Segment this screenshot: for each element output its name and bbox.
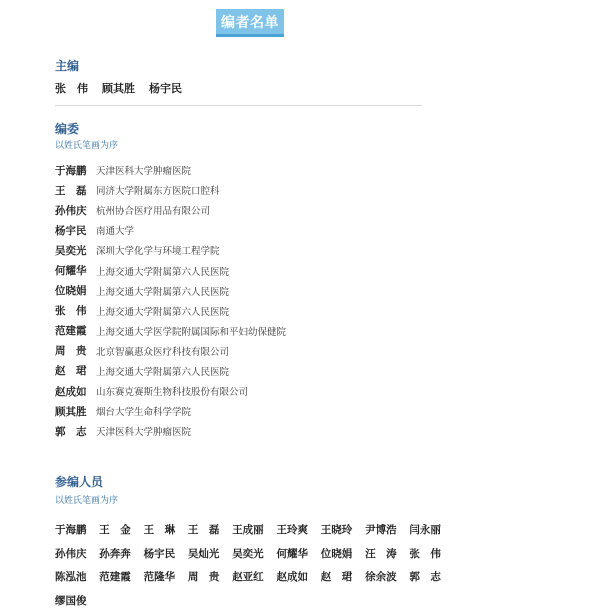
editor-name: 何耀华 — [55, 265, 87, 278]
editor-row — [55, 180, 286, 200]
editor-affiliation: 天津医科大学肿瘤医院 — [96, 166, 192, 178]
contributor-name: 吴灿光 — [187, 547, 220, 560]
editor-name: 赵 珺 — [55, 365, 87, 378]
editor-affiliation: 上海交通大学附属第六人民医院 — [96, 366, 230, 378]
chief-editor-name: 顾其胜 — [102, 82, 135, 95]
editor-row — [55, 160, 286, 180]
contributor-name: 赵成如 — [276, 571, 308, 583]
contributor-name: 吴奕光 — [232, 547, 264, 560]
editor-affiliation: 上海交通大学医学院附属国际和平妇幼保健院 — [96, 326, 287, 338]
contributor-name: 孙奔奔 — [99, 547, 131, 560]
editor-row — [55, 401, 286, 421]
editor-row — [55, 240, 286, 260]
chief-editors-list — [55, 80, 182, 96]
contributor-name: 陈泓池 — [55, 571, 87, 583]
contributor-name: 赵 珺 — [320, 571, 353, 583]
contributor-name: 郭 志 — [409, 571, 441, 583]
contributor-name: 张 伟 — [409, 547, 441, 560]
contributor-name: 王玲爽 — [276, 524, 308, 536]
contributor-name: 王 琳 — [143, 524, 176, 536]
page-title-badge — [216, 9, 284, 37]
contributor-name: 尹博浩 — [365, 524, 397, 536]
chief-editors-heading: 主编 — [55, 59, 80, 73]
contributor-name: 王晓玲 — [320, 524, 353, 536]
editor-row — [55, 361, 286, 381]
editor-name: 郭 志 — [55, 425, 87, 438]
contributor-name: 徐余波 — [365, 571, 397, 583]
editorial-board-order-note: 以姓氏笔画为序 — [55, 141, 119, 151]
contributor-name: 位晓娟 — [320, 547, 353, 560]
contributors-order-note: 以姓氏笔画为序 — [55, 496, 119, 506]
editor-name: 吴奕光 — [55, 244, 87, 257]
editor-name: 于海鹏 — [55, 164, 87, 177]
chief-editor-name: 杨宇民 — [149, 82, 182, 95]
editor-row — [55, 421, 286, 441]
contributor-name: 周 贵 — [187, 571, 220, 583]
contributor-name: 范隆华 — [143, 571, 176, 583]
editor-row — [55, 200, 286, 220]
chief-editor-name: 张 伟 — [55, 82, 88, 95]
editor-row — [55, 321, 286, 341]
editor-name: 孙伟庆 — [55, 204, 87, 217]
contributor-name: 杨宇民 — [143, 547, 176, 560]
contributor-name: 王 金 — [99, 524, 131, 536]
editor-name: 位晓娟 — [55, 285, 87, 298]
contributor-name: 王 磊 — [187, 524, 220, 536]
editorial-board-list — [55, 160, 286, 441]
editor-affiliation: 深圳大学化学与环境工程学院 — [96, 246, 220, 258]
contributor-name: 于海鹏 — [55, 524, 87, 536]
editor-affiliation: 南通大学 — [96, 226, 135, 238]
editor-name: 王 磊 — [55, 184, 87, 197]
editor-name: 范建霞 — [55, 325, 87, 338]
editor-affiliation: 上海交通大学附属第六人民医院 — [96, 286, 230, 298]
editor-affiliation: 天津医科大学肿瘤医院 — [96, 427, 192, 439]
contributor-name: 何耀华 — [276, 547, 308, 560]
contributor-name: 缪国俊 — [55, 594, 87, 607]
editor-row — [55, 301, 286, 321]
editor-affiliation: 杭州协合医疗用品有限公司 — [96, 206, 211, 218]
editor-affiliation: 烟台大学生命科学学院 — [96, 407, 192, 419]
editor-row — [55, 220, 286, 240]
editor-name: 杨宇民 — [55, 224, 87, 237]
editor-row — [55, 341, 286, 361]
editor-name: 赵成如 — [55, 385, 87, 398]
page-title: 编者名单 — [221, 14, 279, 31]
contributor-name: 王成丽 — [232, 524, 264, 536]
editor-affiliation: 上海交通大学附属第六人民医院 — [96, 266, 230, 278]
contributor-name: 赵亚红 — [232, 571, 264, 583]
contributor-name: 孙伟庆 — [55, 547, 87, 560]
editor-row — [55, 260, 286, 280]
contributors-list — [55, 519, 455, 612]
contributor-name: 闫永丽 — [409, 524, 441, 536]
section-divider — [55, 105, 422, 106]
contributor-name: 汪 涛 — [365, 547, 397, 560]
editor-row — [55, 281, 286, 301]
editor-row — [55, 381, 286, 401]
editor-affiliation: 北京智赢惠众医疗科技有限公司 — [96, 346, 230, 358]
editorial-board-heading: 编委 — [55, 122, 80, 136]
editor-affiliation: 上海交通大学附属第六人民医院 — [96, 306, 230, 318]
contributor-name: 范建霞 — [99, 571, 131, 583]
editor-affiliation: 山东赛克赛斯生物科技股份有限公司 — [96, 387, 249, 399]
editor-name: 周 贵 — [55, 345, 87, 358]
contributors-heading: 参编人员 — [55, 475, 104, 489]
editor-name: 顾其胜 — [55, 405, 87, 418]
editor-name: 张 伟 — [55, 305, 87, 318]
editor-affiliation: 同济大学附属东方医院口腔科 — [96, 186, 220, 198]
